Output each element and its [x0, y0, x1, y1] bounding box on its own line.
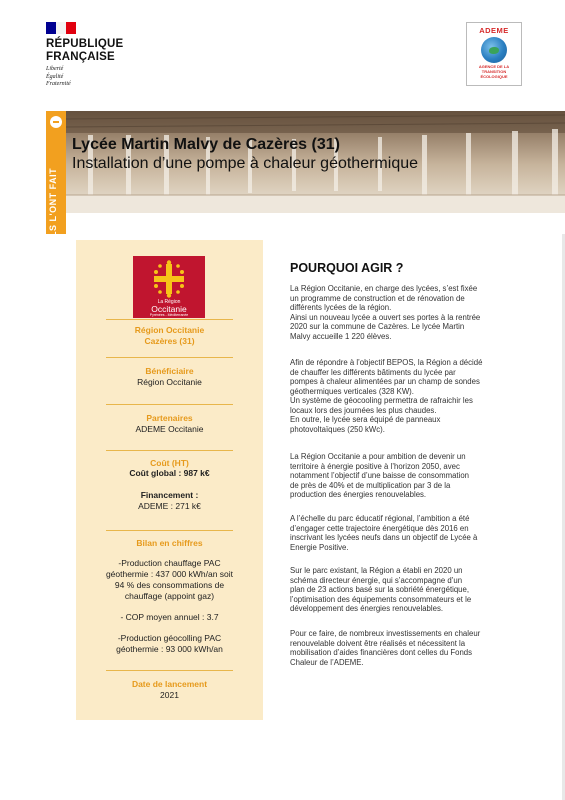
flag-red: [66, 22, 76, 34]
marianne-flag-icon: [46, 22, 76, 34]
section-title: POURQUOI AGIR ?: [290, 261, 404, 275]
partenaires-label: Partenaires: [146, 413, 193, 423]
region-city: Cazères (31): [144, 336, 195, 346]
republic-motto: Liberté Égalité Fraternité: [46, 66, 71, 87]
bilan-line: -Production géocolling PAC: [117, 633, 222, 643]
bilan-line: - COP moyen annuel : 3.7: [120, 612, 219, 622]
bilan-line: 94 % des consommations de: [114, 580, 225, 590]
divider: [106, 670, 233, 671]
date-value: 2021: [160, 690, 179, 700]
divider: [106, 530, 233, 531]
financement-value: ADEME : 271 k€: [138, 501, 201, 511]
logo-small-text: La Région: [157, 299, 181, 305]
cout-global: Coût global : 987 k€: [129, 468, 210, 478]
paragraph: A l’échelle du parc éducatif régional, l’ambition a été d’engager cette trajectoire énergétique dès 2016 en inscrivant les lycées neufs dans un objectif de Lycée à Energie Positive.: [290, 514, 478, 552]
paragraph: La Région Occitanie a pour ambition de devenir un territoire à énergie positive à l’horizon 2050, avec notamment l’objectif d’une baisse de consommation de près de 40% et de multiplication par 3 de la production des énergies renouvelables.: [290, 452, 469, 499]
divider: [106, 450, 233, 451]
ademe-name: ADEME: [479, 26, 509, 35]
financement-label: Financement :: [140, 490, 199, 500]
bilan-line: -Production chauffage PAC: [118, 558, 221, 568]
divider: [106, 404, 233, 405]
bilan-label: Bilan en chiffres: [136, 538, 203, 548]
category-label: ILS L'ONT FAIT: [48, 167, 58, 240]
bilan-line: géothermie : 437 000 kWh/an soit: [105, 569, 234, 579]
partenaires-value: ADEME Occitanie: [135, 424, 204, 434]
category-strip: [46, 111, 66, 240]
banner-subtitle: Installation d’une pompe à chaleur géothermique: [72, 155, 419, 172]
ademe-subtitle: AGENCE DE LA TRANSITION ÉCOLOGIQUE: [478, 64, 510, 79]
date-label: Date de lancement: [131, 679, 208, 689]
cout-label: Coût (HT): [150, 458, 189, 468]
globe-icon: [481, 37, 507, 63]
flag-white: [56, 22, 66, 34]
beneficiaire-value: Région Occitanie: [137, 377, 202, 387]
paragraph: La Région Occitanie, en charge des lycées, s’est fixée un programme de construction et de rénovation de différents lycées de la région. Ainsi un nouveau lycée a ouvert ses portes à la rentrée 2020 sur la commune de Cazères. Le lycée Martin Malvy accueille 1 220 élèves.: [290, 284, 481, 341]
divider: [106, 319, 233, 320]
bilan-line: géothermie : 93 000 kWh/an: [116, 644, 223, 654]
ademe-logo: [466, 22, 522, 86]
occitan-cross-icon: [154, 260, 184, 298]
paragraph: Pour ce faire, de nombreux investissements en chaleur renouvelable doivent être réalisés et nécessitent la mobilisation d’aides financières dont celles du Fonds Chaleur de l’ADEME.: [290, 629, 481, 667]
region-occitanie-logo: [133, 256, 205, 318]
project-info-sidebar: [76, 240, 263, 720]
paragraph: Sur le parc existant, la Région a établi en 2020 un schéma directeur énergie, qui s’accompagne d’un plan de 23 actions basé sur la sobriété énergétique, l’optimisation des équipements consommateurs et le développement des énergies renouvelables.: [290, 566, 472, 613]
republique-francaise-logo: RÉPUBLIQUE FRANÇAISE: [46, 38, 124, 63]
logo-tagline-text: Pyrénées - Méditerranée: [149, 313, 189, 317]
bilan-line: chauffage (appoint gaz): [124, 591, 215, 601]
paragraph: Afin de répondre à l’objectif BEPOS, la Région a décidé de chauffer les différents bâtiments du lycée par pompes à chaleur alimentées par un champ de sondes géothermiques verticales (328 KW). Un système de géocooling permettra de rafraichir les locaux lors des journées les plus chaudes. En outre, le lycée sera équipé de panneaux photovoltaïques (250 kWc).: [290, 358, 483, 434]
banner-title: Lycée Martin Malvy de Cazères (31): [72, 136, 340, 153]
beneficiaire-label: Bénéficiaire: [145, 366, 194, 376]
logo-name-text: Occitanie: [151, 304, 187, 314]
region-name: Région Occitanie: [134, 325, 205, 335]
divider: [106, 357, 233, 358]
flag-blue: [46, 22, 56, 34]
